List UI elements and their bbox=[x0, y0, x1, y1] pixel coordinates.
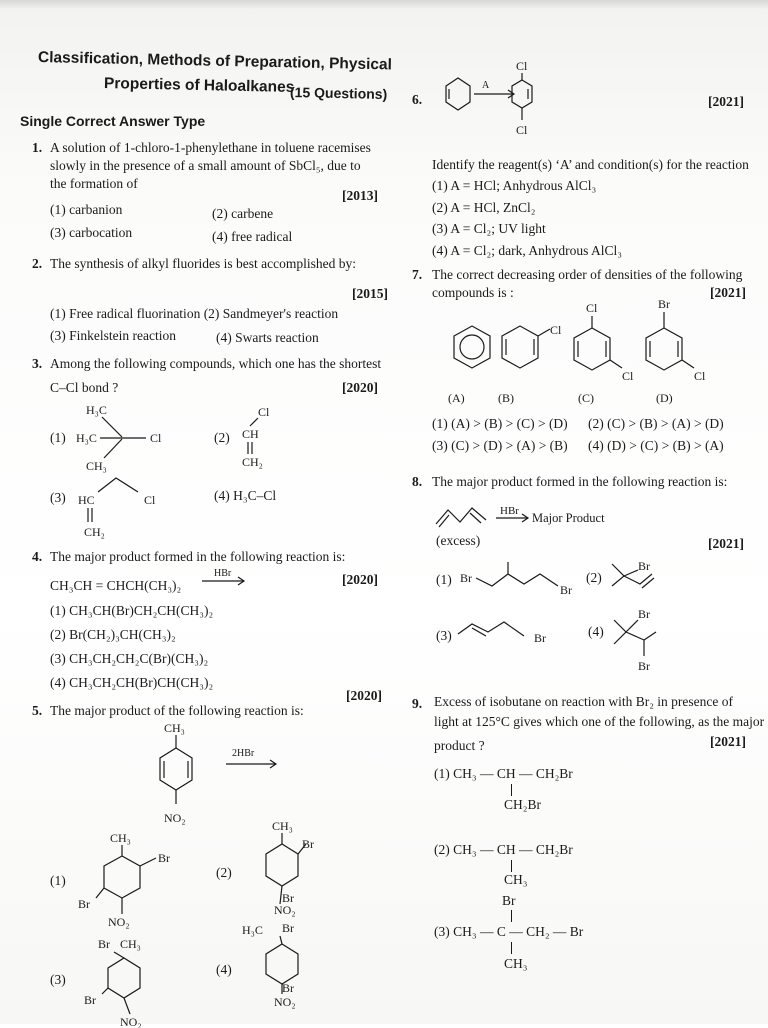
q7-number: 7. bbox=[412, 267, 423, 282]
q5-year: [2020] bbox=[346, 688, 382, 703]
q4-option-3: (3) CH₃CH₂CH₂C(Br)(CH₃)₂ bbox=[50, 651, 209, 666]
q9-text-line1: Excess of isobutane on reaction with Br₂ in presence of bbox=[434, 694, 733, 709]
q9-text-line3: product ? bbox=[434, 738, 485, 753]
q4-option-4: (4) CH₃CH₂CH(Br)CH(CH₃)₂ bbox=[50, 675, 214, 690]
q9-option-3-bond-bottom bbox=[511, 942, 512, 954]
q8-option-1-structure bbox=[460, 558, 580, 598]
q6-cl-bottom: Cl bbox=[516, 123, 528, 137]
q5-reactant-structure bbox=[146, 718, 286, 830]
q8-excess: (excess) bbox=[436, 533, 481, 548]
q3-s2-ch2: CH₂ bbox=[242, 455, 263, 469]
q5-number: 5. bbox=[32, 703, 43, 718]
q8-option-2-label: (2) bbox=[586, 570, 602, 585]
q4-reagent: HBr bbox=[214, 568, 232, 579]
q7-option-4: (4) (D) > (C) > (B) > (A) bbox=[588, 438, 724, 453]
q6-reagent: A bbox=[482, 80, 490, 91]
q1-option-4: (4) free radical bbox=[212, 229, 293, 244]
q3-s3-cl: Cl bbox=[144, 493, 156, 507]
q8-option-4-structure bbox=[608, 604, 688, 674]
q9-text-line2: light at 125°C gives which one of the following, as the major bbox=[434, 714, 765, 729]
q5-o4-h3c: H₃C bbox=[242, 923, 263, 937]
q3-option-4: (4) H₃C–Cl bbox=[214, 488, 277, 503]
section-type: Single Correct Answer Type bbox=[20, 113, 206, 129]
q3-year: [2020] bbox=[342, 380, 378, 395]
q8-number: 8. bbox=[412, 474, 423, 489]
q7-option-2: (2) (C) > (B) > (A) > (D) bbox=[588, 416, 724, 431]
q7-c-cl-top: Cl bbox=[586, 301, 598, 315]
q2-option-4: (4) Swarts reaction bbox=[216, 330, 319, 345]
q6-option-2: (2) A = HCl, ZnCl₂ bbox=[432, 200, 536, 215]
q7-c-cl-right: Cl bbox=[622, 369, 634, 383]
q3-s1-h3c-top: H₃C bbox=[86, 403, 107, 417]
q3-option-2-label: (2) bbox=[214, 430, 230, 445]
q7-text-line2: compounds is : bbox=[432, 285, 514, 300]
q6-reaction-scheme bbox=[432, 58, 592, 150]
q7-label-a: (A) bbox=[448, 391, 465, 405]
q3-option-3-label: (3) bbox=[50, 490, 66, 505]
q1-option-3: (3) carbocation bbox=[50, 225, 133, 240]
q3-number: 3. bbox=[32, 356, 43, 371]
q7-compound-c bbox=[574, 301, 634, 383]
q3-s1-h3c-left: H₃C bbox=[76, 431, 97, 445]
q5-option-3-label: (3) bbox=[50, 972, 66, 987]
q5-o1-ch3: CH₃ bbox=[110, 831, 131, 845]
q1-option-2: (2) carbene bbox=[212, 206, 274, 221]
q5-o3-br-top: Br bbox=[98, 937, 110, 951]
q7-option-3: (3) (C) > (D) > (A) > (B) bbox=[432, 438, 568, 453]
q9-option-3-bond-top bbox=[511, 910, 512, 922]
q5-option-1-structure bbox=[78, 830, 178, 934]
q4-reactant: CH₃CH = CHCH(CH₃)₂ bbox=[50, 578, 182, 593]
q2-option-1-2: (1) Free radical fluorination (2) Sandmeyer's reaction bbox=[50, 306, 339, 321]
q5-o3-no2: NO₂ bbox=[120, 1015, 142, 1028]
q5-o3-br-bottom: Br bbox=[84, 993, 96, 1007]
q7-label-d: (D) bbox=[656, 391, 673, 405]
q5-reagent: 2HBr bbox=[232, 748, 255, 759]
q8-option-4-label: (4) bbox=[588, 624, 604, 639]
q5-o3-ch3: CH₃ bbox=[120, 937, 141, 951]
q2-year: [2015] bbox=[352, 286, 388, 301]
q5-o2-ch3: CH₃ bbox=[272, 819, 293, 833]
q9-option-3-top: Br bbox=[502, 893, 516, 908]
q5-reactant-ch3: CH₃ bbox=[164, 721, 185, 735]
q5-option-4-structure bbox=[242, 918, 342, 1022]
q5-o1-br-bottom: Br bbox=[78, 897, 90, 911]
q7-b-cl: Cl bbox=[550, 323, 562, 337]
q8-option-3-structure bbox=[458, 612, 568, 648]
question-count: (15 Questions) bbox=[289, 84, 388, 103]
q8-reagent: HBr bbox=[500, 505, 519, 517]
q9-option-1-bond bbox=[511, 784, 512, 796]
q1-year: [2013] bbox=[342, 188, 378, 203]
q6-text: Identify the reagent(s) ‘A’ and condition(s) for the reaction bbox=[432, 157, 749, 172]
q5-option-1-label: (1) bbox=[50, 873, 66, 888]
q1-number: 1. bbox=[32, 140, 43, 155]
q4-arrow bbox=[202, 568, 252, 588]
q7-text-line1: The correct decreasing order of densities of the following bbox=[432, 267, 743, 282]
q5-o4-br-top: Br bbox=[282, 921, 294, 935]
q3-text-line2: C–Cl bond ? bbox=[50, 380, 119, 395]
q3-s3-ch2: CH₂ bbox=[84, 525, 105, 539]
q9-option-2: (2) CH₃ — CH — CH₂Br bbox=[434, 842, 573, 857]
q8-text: The major product formed in the following reaction is: bbox=[432, 474, 728, 489]
q4-number: 4. bbox=[32, 549, 43, 564]
q5-reactant-no2: NO₂ bbox=[164, 811, 186, 825]
q7-compound-d bbox=[646, 297, 706, 383]
q8-o4-br-bottom: Br bbox=[638, 659, 650, 673]
q6-year: [2021] bbox=[708, 94, 744, 109]
q5-option-4-label: (4) bbox=[216, 962, 232, 977]
q3-structure-2 bbox=[240, 404, 310, 478]
q7-d-br: Br bbox=[658, 297, 670, 311]
q5-o2-no2: NO₂ bbox=[274, 903, 296, 917]
q5-o2-br-top: Br bbox=[302, 837, 314, 851]
q9-number: 9. bbox=[412, 696, 423, 711]
q6-cyclohexene bbox=[446, 78, 470, 110]
q3-structure-1 bbox=[76, 400, 196, 480]
q2-text: The synthesis of alkyl fluorides is best accomplished by: bbox=[50, 256, 356, 271]
q3-option-1-label: (1) bbox=[50, 430, 66, 445]
q3-s3-hc: HC bbox=[78, 493, 95, 507]
q3-s2-ch: CH bbox=[242, 427, 259, 441]
q3-s2-cl: Cl bbox=[258, 405, 270, 419]
q7-label-b: (B) bbox=[498, 391, 514, 405]
q8-option-1-label: (1) bbox=[436, 572, 452, 587]
q5-o4-no2: NO₂ bbox=[274, 995, 296, 1009]
q2-number: 2. bbox=[32, 256, 43, 271]
q7-compound-b bbox=[502, 323, 562, 368]
q6-option-1: (1) A = HCl; Anhydrous AlCl₃ bbox=[432, 178, 597, 193]
q9-option-3: (3) CH₃ — C — CH₂ — Br bbox=[434, 924, 584, 939]
q1-text-line2: slowly in the presence of a small amount of SbCl₅, due to bbox=[50, 158, 361, 173]
q1-text-line1: A solution of 1-chloro-1-phenylethane in toluene racemises bbox=[50, 140, 371, 155]
section-title-line1: Classification, Methods of Preparation, Physical bbox=[37, 49, 393, 74]
q7-year: [2021] bbox=[710, 285, 746, 300]
q9-option-1-substituent: CH₂Br bbox=[504, 797, 541, 812]
q8-reaction-scheme bbox=[436, 498, 656, 538]
q8-o4-br-top: Br bbox=[638, 607, 650, 621]
q6-cl-top: Cl bbox=[516, 59, 528, 73]
q7-d-cl: Cl bbox=[694, 369, 706, 383]
q9-option-3-substituent: CH₃ bbox=[504, 956, 528, 971]
q2-option-3: (3) Finkelstein reaction bbox=[50, 328, 176, 343]
q8-year: [2021] bbox=[708, 536, 744, 551]
q5-option-3-structure bbox=[80, 932, 180, 1028]
q7-structures bbox=[432, 296, 752, 406]
q8-option-3-label: (3) bbox=[436, 628, 452, 643]
q7-compound-a bbox=[454, 326, 490, 368]
q4-text: The major product formed in the following reaction is: bbox=[50, 549, 346, 564]
q8-option-2-structure bbox=[608, 556, 678, 596]
q9-year: [2021] bbox=[710, 734, 746, 749]
q6-option-3: (3) A = Cl₂; UV light bbox=[432, 221, 546, 236]
q6-option-4: (4) A = Cl₂; dark, Anhydrous AlCl₃ bbox=[432, 243, 622, 258]
q1-text-line3: the formation of bbox=[50, 176, 138, 191]
q5-o4-br-bottom: Br bbox=[282, 981, 294, 995]
page-edge-shadow bbox=[0, 0, 768, 10]
q9-option-2-substituent: CH₃ bbox=[504, 872, 528, 887]
q8-o3-br: Br bbox=[534, 631, 546, 645]
q9-option-1: (1) CH₃ — CH — CH₂Br bbox=[434, 766, 573, 781]
q8-o2-br: Br bbox=[638, 559, 650, 573]
q9-option-2-bond bbox=[511, 860, 512, 872]
q7-option-1: (1) (A) > (B) > (C) > (D) bbox=[432, 416, 568, 431]
q4-year: [2020] bbox=[342, 572, 378, 587]
q5-o2-br-bottom: Br bbox=[282, 891, 294, 905]
q6-number: 6. bbox=[412, 92, 423, 107]
q5-option-2-structure bbox=[242, 818, 342, 922]
q4-option-2: (2) Br(CH₂)₃CH(CH₃)₂ bbox=[50, 627, 176, 642]
q8-product: Major Product bbox=[532, 511, 605, 525]
q5-o1-no2: NO₂ bbox=[108, 915, 130, 929]
q8-o1-br-left: Br bbox=[460, 571, 472, 585]
q3-structure-3 bbox=[78, 470, 188, 544]
q7-label-c: (C) bbox=[578, 391, 594, 405]
q8-o1-br-right: Br bbox=[560, 583, 572, 597]
q1-option-1: (1) carbanion bbox=[50, 202, 123, 217]
q5-option-2-label: (2) bbox=[216, 865, 232, 880]
section-title-line2: Properties of Haloalkanes bbox=[103, 75, 295, 96]
q5-o1-br-top: Br bbox=[158, 851, 170, 865]
q3-text-line1: Among the following compounds, which one has the shortest bbox=[50, 356, 382, 371]
q3-s1-cl: Cl bbox=[150, 431, 162, 445]
q5-text: The major product of the following reaction is: bbox=[50, 703, 304, 718]
q4-option-1: (1) CH₃CH(Br)CH₂CH(CH₃)₂ bbox=[50, 603, 214, 618]
q3-s1-ch3: CH₃ bbox=[86, 459, 107, 473]
